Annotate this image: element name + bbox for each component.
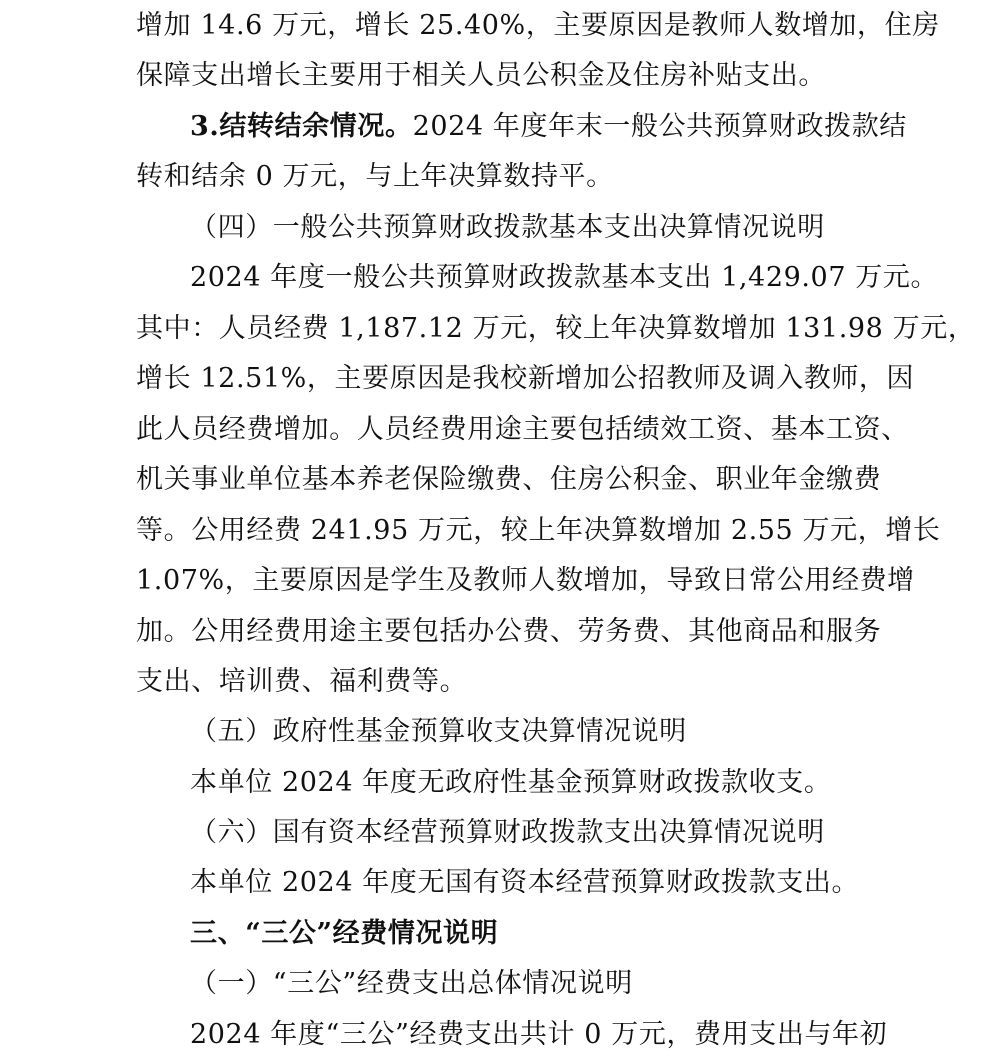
body-text-line: 保障支出增长主要用于相关人员公积金及住房补贴支出。 bbox=[136, 60, 826, 91]
subsection-heading: 3.结转结余情况。 bbox=[190, 111, 413, 142]
body-text-line: 2024 年度“三公”经费支出共计 0 万元，费用支出与年初 bbox=[190, 1019, 888, 1050]
section-heading-line bbox=[190, 102, 907, 152]
body-text-line: 本单位 2024 年度无国有资本经营预算财政拨款支出。 bbox=[190, 867, 860, 898]
body-text-line: 2024 年度一般公共预算财政拨款基本支出 1,429.07 万元。 bbox=[190, 262, 939, 293]
body-text-line: 其中：人员经费 1,187.12 万元，较上年决算数增加 131.98 万元， bbox=[136, 313, 976, 344]
section-heading: （五）政府性基金预算收支决算情况说明 bbox=[190, 716, 687, 747]
section-heading: （四）一般公共预算财政拨款基本支出决算情况说明 bbox=[190, 212, 825, 243]
body-text-line: 增加 14.6 万元，增长 25.40%，主要原因是教师人数增加，住房 bbox=[136, 10, 940, 41]
body-text-line: 增长 12.51%，主要原因是我校新增加公招教师及调入教师，因 bbox=[136, 363, 915, 394]
body-text-line: 本单位 2024 年度无政府性基金预算财政拨款收支。 bbox=[190, 767, 832, 798]
body-text-inline: 2024 年度年末一般公共预算财政拨款结 bbox=[412, 111, 907, 142]
body-text-line: 支出、培训费、福利费等。 bbox=[136, 666, 468, 697]
body-text-line: 机关事业单位基本养老保险缴费、住房公积金、职业年金缴费 bbox=[136, 464, 882, 495]
body-text-line: 加。公用经费用途主要包括办公费、劳务费、其他商品和服务 bbox=[136, 616, 882, 647]
body-text-line: 此人员经费增加。人员经费用途主要包括绩效工资、基本工资、 bbox=[136, 414, 909, 445]
chapter-heading: 三、“三公”经费情况说明 bbox=[190, 918, 499, 949]
body-text-line: 等。公用经费 241.95 万元，较上年决算数增加 2.55 万元，增长 bbox=[136, 515, 941, 546]
body-text-line: 1.07%，主要原因是学生及教师人数增加，导致日常公用经费增 bbox=[136, 565, 915, 596]
body-text-line: 转和结余 0 万元，与上年决算数持平。 bbox=[136, 161, 614, 192]
section-heading: （一）“三公”经费支出总体情况说明 bbox=[190, 968, 633, 999]
section-heading: （六）国有资本经营预算财政拨款支出决算情况说明 bbox=[190, 817, 825, 848]
